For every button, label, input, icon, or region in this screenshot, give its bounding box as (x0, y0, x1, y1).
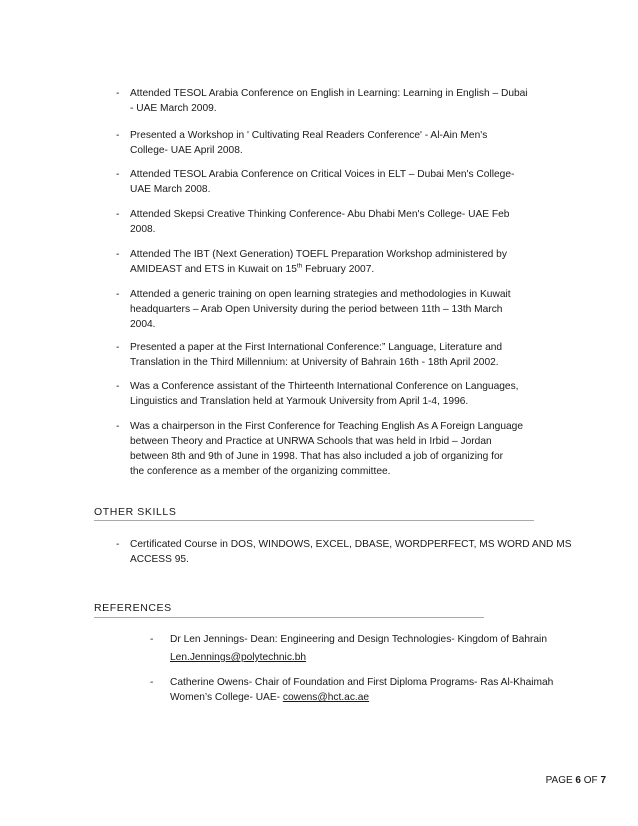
page-of-label: OF (580, 775, 601, 786)
text-line: ACCESS 95. (130, 554, 189, 565)
page-label: PAGE (545, 775, 576, 786)
text-line-with-superscript (130, 262, 507, 277)
text-line: 2008. (130, 224, 156, 235)
superscript: th (296, 262, 303, 270)
text-line: between 8th and 9th of June in 1998. That has also included a job of organizing for (130, 451, 504, 462)
text-line: between Theory and Practice at UNRWA Schools that was held in Irbid – Jordan (130, 436, 492, 447)
bullet-dash: - (116, 342, 120, 353)
reference-text: Dr Len Jennings- Dean: Engineering and Design Technologies- Kingdom of Bahrain (170, 634, 547, 645)
bullet-dash: - (116, 539, 120, 550)
section-title-other-skills: OTHER SKILLS (94, 506, 177, 518)
text-line: Certificated Course in DOS, WINDOWS, EXCEL, DBASE, WORDPERFECT, MS WORD AND MS (130, 539, 572, 550)
text-line: Translation in the Third Millennium: at University of Bahrain 16th - 18th April 2002. (130, 357, 499, 368)
bullet-dash: - (116, 209, 120, 220)
bullet-dash: - (116, 249, 120, 260)
page-total: 7 (600, 775, 606, 786)
reference-text: Women’s College- UAE- (170, 692, 283, 703)
email-link[interactable]: cowens@hct.ac.ae (282, 692, 370, 703)
text-part: AMIDEAST and ETS in Kuwait on 15 (130, 264, 297, 275)
text-line: Presented a paper at the First International Conference:” Language, Literature and (130, 342, 503, 353)
text-line: 2004. (130, 319, 156, 330)
text-part: February 2007. (302, 264, 375, 275)
section-divider (94, 617, 484, 618)
text-line: Attended The IBT (Next Generation) TOEFL Preparation Workshop administered by (130, 249, 507, 260)
page-current: 6 (575, 775, 581, 786)
bullet-dash: - (116, 289, 120, 300)
section-divider (94, 520, 534, 521)
text-line: Attended Skepsi Creative Thinking Conference- Abu Dhabi Men's College- UAE Feb (130, 209, 510, 220)
bullet-dash: - (116, 381, 120, 392)
email-link[interactable]: Len.Jennings@polytechnic.bh (170, 652, 307, 663)
text-line: - UAE March 2009. (130, 103, 217, 114)
section-title-references: REFERENCES (94, 602, 172, 614)
bullet-dash: - (116, 88, 120, 99)
text-line: the conference as a member of the organizing committee. (130, 466, 391, 477)
text-line: Attended TESOL Arabia Conference on Critical Voices in ELT – Dubai Men's College- (130, 169, 515, 180)
bullet-dash: - (150, 634, 154, 645)
text-line: Attended TESOL Arabia Conference on English in Learning: Learning in English – Dubai (130, 88, 528, 99)
bullet-dash: - (116, 169, 120, 180)
text-line: Was a Conference assistant of the Thirteenth International Conference on Languages, (130, 381, 519, 392)
page-footer (546, 774, 606, 788)
text-line: Presented a Workshop in ' Cultivating Real Readers Conference' - Al-Ain Men's (130, 130, 488, 141)
bullet-dash: - (150, 677, 154, 688)
text-line: Was a chairperson in the First Conference for Teaching English As A Foreign Language (130, 421, 524, 432)
text-line: UAE March 2008. (130, 184, 211, 195)
text-line: headquarters – Arab Open University during the period between 11th – 13th March (130, 304, 503, 315)
reference-text: Catherine Owens- Chair of Foundation and First Diploma Programs- Ras Al-Khaimah (170, 677, 554, 688)
bullet-dash: - (116, 421, 120, 432)
bullet-dash: - (116, 130, 120, 141)
text-line: Linguistics and Translation held at Yarmouk University from April 1-4, 1996. (130, 396, 469, 407)
text-line: Attended a generic training on open learning strategies and methodologies in Kuwait (130, 289, 511, 300)
text-line: College- UAE April 2008. (130, 145, 243, 156)
